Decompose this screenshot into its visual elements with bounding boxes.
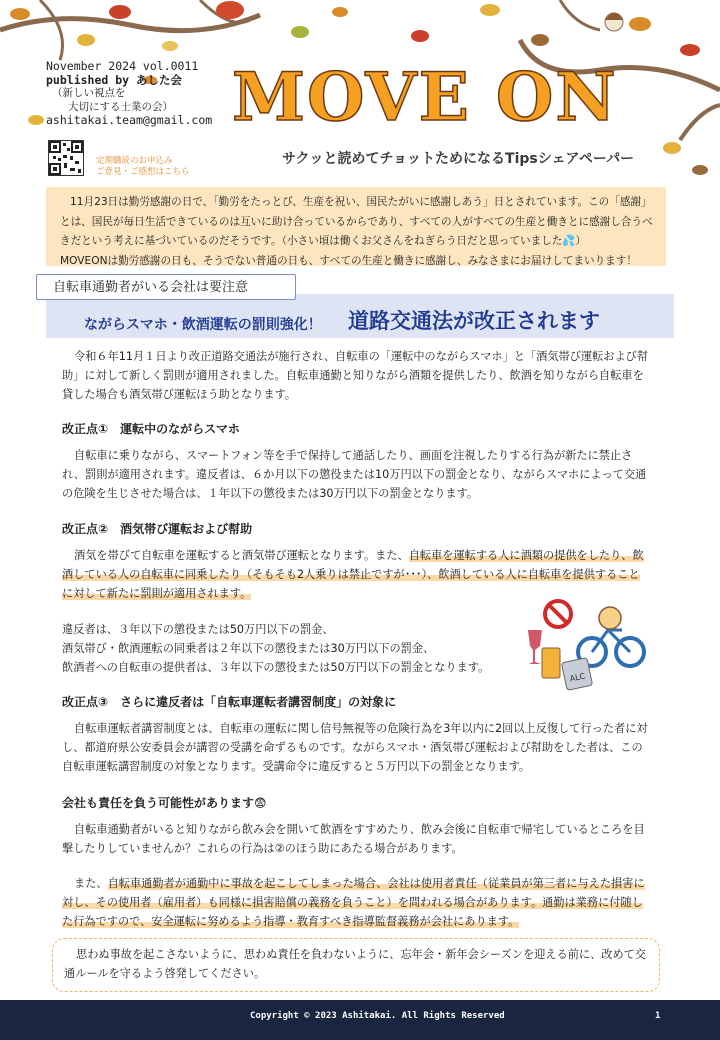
category-tab: 自転車通勤者がいる会社は要注意 — [36, 274, 296, 300]
article-subtitle: ながらスマホ・飲酒運転の罰則強化！ — [84, 317, 322, 333]
section-paragraph-2-start: 酒気を帯びて自転車を運転すると酒気帯び運転となります。また、 — [74, 549, 409, 562]
penalty-item-1: 違反者は、３年以下の懲役または50万円以下の罰金、 — [62, 623, 334, 636]
qr-caption-line-2: ご意見・ご感想はこちら — [96, 167, 190, 177]
penalty-list — [62, 620, 532, 677]
qr-caption — [96, 156, 190, 178]
tagline: サクッと読めてチョットためになるTipsシェアペーパー — [282, 151, 635, 167]
motto-line-1: （新しい視点を — [52, 87, 126, 99]
intro-text — [60, 193, 656, 271]
closing-note: 思わぬ事故を起こさないように、思わぬ責任を負わないように、忘年会・新年会シーズンを迎える前に、改めて交通ルールを守るよう啓発してください。 — [64, 948, 647, 980]
section-paragraph-2-highlight: 自転車を運転する人に酒類の提供をしたり、飲酒している人の自転車に同乗したり（そもそも2人乗りは禁止ですが･･･）、飲酒している人に自転車を提供することに対して新たに罰則が適用されます。 — [62, 549, 644, 600]
lead-paragraph: 令和６年11月１日より改正道路交通法が施行され、自転車の「運転中のながらスマホ」と「酒気帯び運転および幇助」に対して新しく罰則が適用されました。自転車通勤と知りながら酒類を提供したり、飲酒を知りながら自転車を貸した場合も酒気帯び運転ほう助となります。 — [62, 350, 649, 401]
newsletter-logo: MOVE ON — [232, 58, 618, 136]
no-drunk-cycling-illustration — [522, 596, 648, 696]
issue-line: November 2024 vol.0011 — [46, 59, 199, 73]
section-heading-3: 改正点③ さらに違反者は「自転車運転者講習制度」の対象に — [62, 695, 397, 709]
section-paragraph-5 — [62, 874, 650, 931]
copyright-text: Copyright © 2023 Ashitakai. All Rights Reserved — [250, 1011, 505, 1021]
motto-line-2: 大切にする士業の会） — [68, 100, 173, 113]
qr-caption-line-1: 定期購読のお申込み — [96, 156, 173, 166]
qr-code-icon[interactable] — [48, 140, 84, 176]
email-address[interactable]: ashitakai.team@gmail.com — [46, 113, 213, 127]
section-paragraph-5-start: また、 — [74, 877, 108, 890]
publisher-line: published by あした会 — [46, 72, 183, 87]
article-title: 道路交通法が改正されます — [348, 309, 600, 333]
intro-closing: MOVEONは勤労感謝の日も、そうでない普通の日も、すべての生産と働きに感謝し、みなさまにお届けしてまいります！ — [60, 254, 637, 267]
page-number: 1 — [655, 1011, 661, 1021]
masthead-info — [46, 60, 212, 128]
section-paragraph-4: 自転車通勤者がいると知りながら飲み会を開いて飲酒をすすめたり、飲み会後に自転車で帰宅しているところを目撃したりしていませんか？これらの行為は②のほう助にあたる場合があります。 — [62, 823, 645, 855]
section-heading-4: 会社も責任を負う可能性があります😨 — [62, 796, 267, 810]
penalty-item-2: 酒気帯び・飲酒運転の同乗者は２年以下の懲役または30万円以下の罰金、 — [62, 642, 435, 655]
alc-can-label: ALC — [568, 671, 587, 684]
penalty-item-3: 飲酒者への自転車の提供者は、３年以下の懲役または50万円以下の罰金となります。 — [62, 661, 490, 674]
section-heading-2: 改正点② 酒気帯び運転および幇助 — [62, 522, 253, 536]
section-paragraph-5-highlight: 自転車通勤者が通勤中に事故を起こしてしまった場合、会社は使用者責任（従業員が第三者に与えた損害に対し、その使用者（雇用者）も同様に損害賠償の義務を負うこと）を問われる場合があります。通勤は業務に付随した行為ですので、安全運転に努めるよう指導・教育すべき指導監督義務が会社にあります。 — [62, 877, 645, 928]
section-paragraph-2 — [62, 546, 650, 603]
intro-paragraph: 11月23日は勤労感謝の日で、「勤労をたっとび、生産を祝い、国民たがいに感謝しあう」日とされています。この「感謝」とは、国民が毎日生活できているのは互いに助け合っているからであり、すべての人がすべての生産と働きとに感謝し合うべきだという考えに基づいているのだそうです。（小さい頃は働くお父さんをねぎらう日だと思っていました💦） — [60, 196, 653, 247]
section-paragraph-1: 自転車に乗りながら、スマートフォン等を手で保持して通話したり、画面を注視したりする行為が新たに禁止され、罰則が適用されます。違反者は、６か月以下の懲役または10万円以下の罰金となり、ながらスマホによって交通の危険を生じさせた場合は、１年以下の懲役または30万円以下の罰金となります。 — [62, 449, 647, 500]
section-paragraph-3: 自転車運転者講習制度とは、自転車の運転に関し信号無視等の危険行為を3年以内に2回以上反復して行った者に対し、都道府県公安委員会が講習の受講を命ずるものです。ながらスマホ・酒気帯び運転および幇助をした者は、この自転車運転講習制度の対象となります。受講命令に違反すると５万円以下の罰金となります。 — [62, 722, 648, 773]
section-heading-1: 改正点① 運転中のながらスマホ — [62, 422, 240, 436]
